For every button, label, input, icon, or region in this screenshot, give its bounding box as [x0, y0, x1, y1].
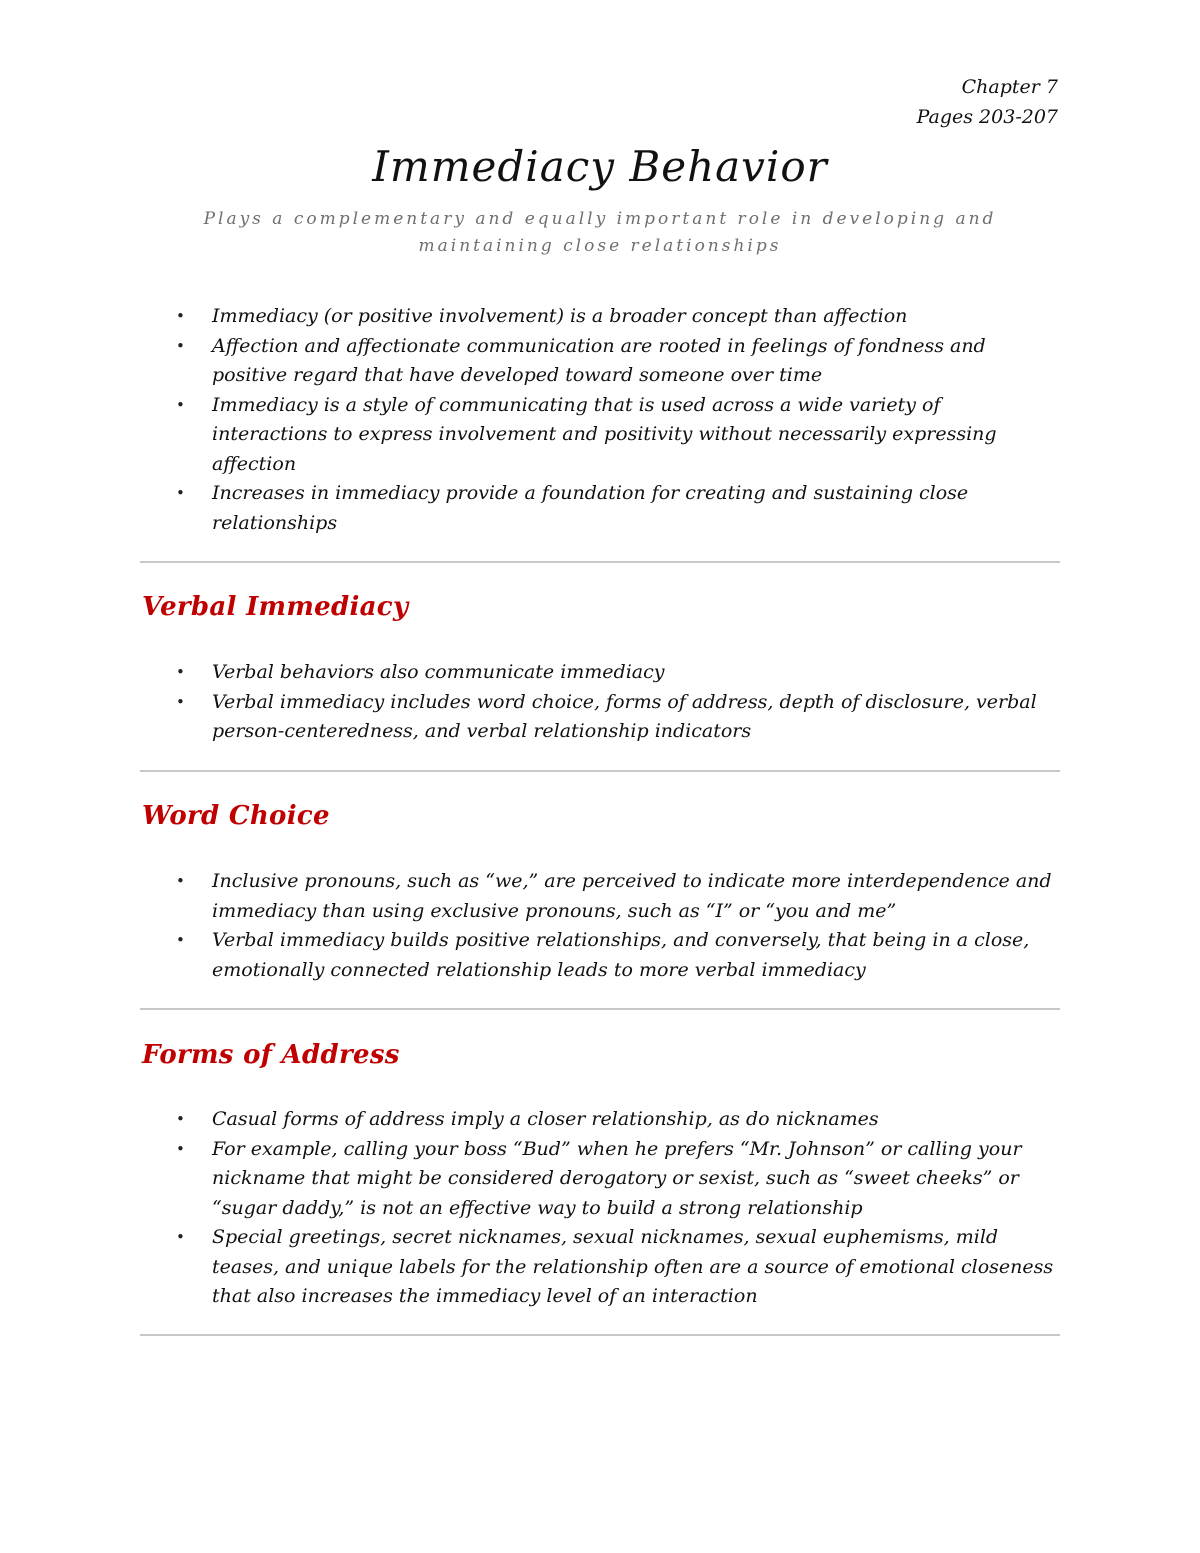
list-item: • Verbal behaviors also communicate immediacy [176, 658, 1056, 688]
list-item: • Special greetings, secret nicknames, sexual nicknames, sexual euphemisms, mild teases, and unique labels for the relationship often are a source of emotional closeness that also increases the immediacy level of an interaction [176, 1223, 1056, 1312]
verbal-immediacy-bullet-list [176, 658, 1056, 747]
pages-label: Pages 203-207 [916, 106, 1058, 128]
list-item: • Inclusive pronouns, such as “we,” are perceived to indicate more interdependence and immediacy than using exclusive pronouns, such as “I” or “you and me” [176, 867, 1056, 926]
list-item: • For example, calling your boss “Bud” when he prefers “Mr. Johnson” or calling your nickname that might be considered derogatory or sexist, such as “sweet cheeks” or “sugar daddy,” is not an effective way to build a strong relationship [176, 1135, 1056, 1224]
word-choice-bullet-list [176, 867, 1056, 985]
list-item: • Immediacy (or positive involvement) is a broader concept than affection [176, 302, 1056, 332]
list-item: • Casual forms of address imply a closer relationship, as do nicknames [176, 1105, 1056, 1135]
chapter-label: Chapter 7 [961, 76, 1058, 98]
list-item: • Immediacy is a style of communicating that is used across a wide variety of interactions to express involvement and positivity without necessarily expressing affection [176, 391, 1056, 480]
section-heading-forms-of-address: Forms of Address [142, 1040, 400, 1070]
section-divider [140, 1334, 1060, 1336]
list-item: • Affection and affectionate communication are rooted in feelings of fondness and positive regard that have developed toward someone over time [176, 332, 1056, 391]
list-item: • Increases in immediacy provide a foundation for creating and sustaining close relationships [176, 479, 1056, 538]
section-heading-verbal-immediacy: Verbal Immediacy [142, 592, 409, 622]
document-subtitle: Plays a complementary and equally important role in developing and maintaining close relationships [203, 209, 997, 256]
list-item: • Verbal immediacy builds positive relationships, and conversely, that being in a close, emotionally connected relationship leads to more verbal immediacy [176, 926, 1056, 985]
intro-bullet-list [176, 302, 1056, 538]
forms-of-address-bullet-list [176, 1105, 1056, 1312]
list-item: • Verbal immediacy includes word choice, forms of address, depth of disclosure, verbal person-centeredness, and verbal relationship indicators [176, 688, 1056, 747]
section-divider [140, 770, 1060, 772]
section-heading-word-choice: Word Choice [142, 801, 330, 831]
document-title: Immediacy Behavior [372, 142, 828, 191]
section-divider [140, 561, 1060, 563]
section-divider [140, 1008, 1060, 1010]
chapter-info [917, 72, 1058, 132]
